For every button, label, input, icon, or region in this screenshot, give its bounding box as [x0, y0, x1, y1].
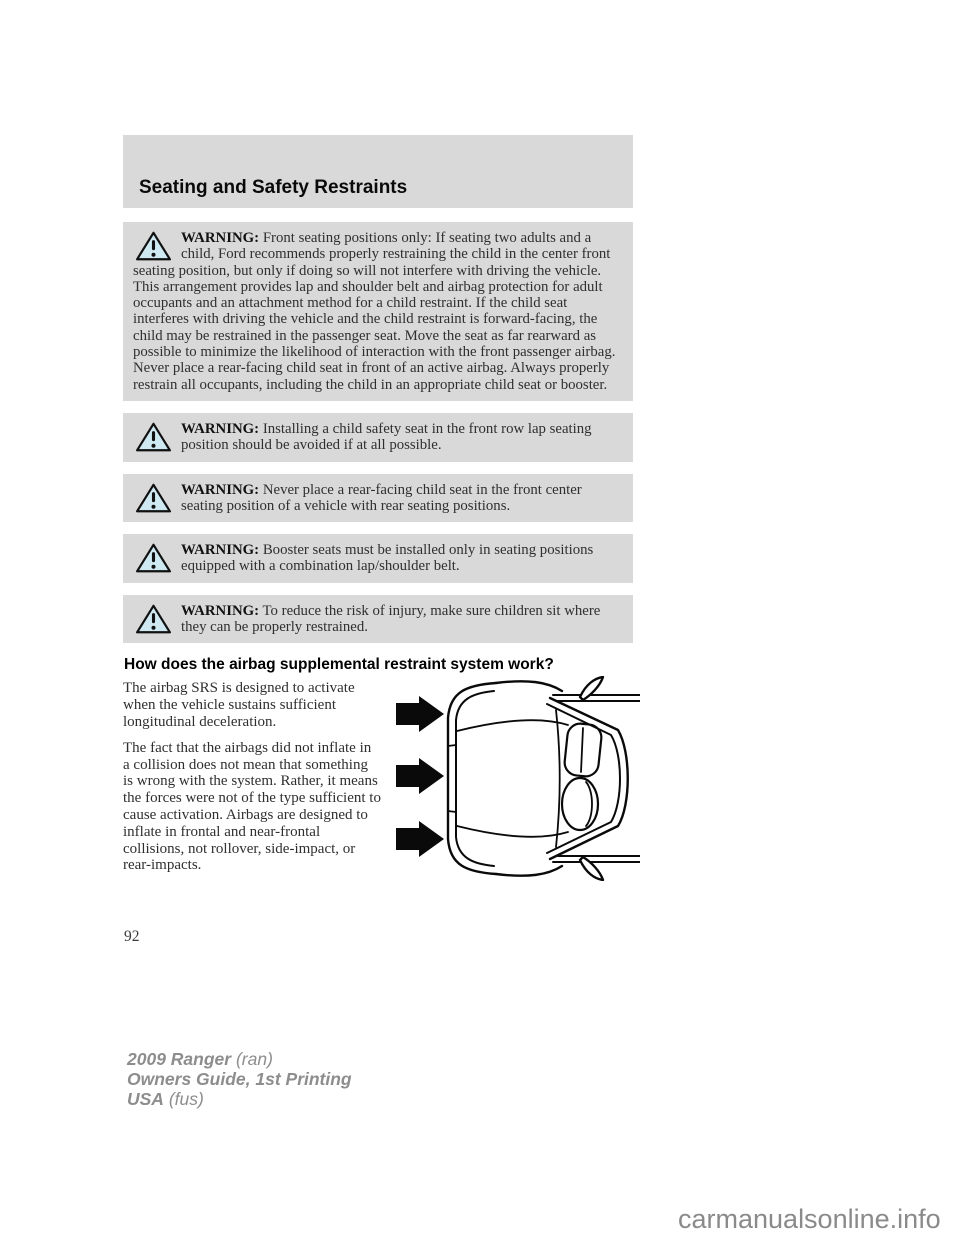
- warning-text: Never place a rear-facing child seat in the front center seating position of a vehicle with rear seating positions.: [181, 481, 582, 514]
- warning-label: WARNING:: [181, 602, 260, 619]
- chapter-header-band: [123, 135, 633, 208]
- warning-text: Installing a child safety seat in the front row lap seating position should be avoided if at all possible.: [181, 420, 592, 454]
- paragraph: The airbag SRS is designed to activate when the vehicle sustains sufficient longitudinal deceleration.: [123, 680, 355, 730]
- warning-box: [123, 534, 633, 583]
- footer-region-code: (fus): [168, 1089, 204, 1109]
- warning-triangle-icon: [135, 231, 172, 262]
- warning-triangle-icon: [135, 483, 172, 514]
- vehicle-frontal-impact-illustration: [390, 676, 640, 881]
- warning-triangle-icon: [135, 604, 172, 635]
- warning-box: [123, 595, 633, 644]
- footer-guide: Owners Guide, 1st Printing: [127, 1069, 352, 1089]
- print-footer: [127, 1049, 352, 1109]
- vehicle-top-view: [448, 677, 640, 880]
- warning-text: Booster seats must be installed only in seating positions equipped with a combination lap/shoulder belt.: [181, 542, 594, 575]
- subsection-heading: How does the airbag supplemental restraint system work?: [124, 656, 554, 674]
- warning-label: WARNING:: [181, 481, 260, 498]
- warning-label: WARNING:: [181, 420, 260, 437]
- page-number: 92: [124, 928, 140, 945]
- warning-triangle-icon: [135, 543, 172, 574]
- impact-arrow-icons: [396, 696, 444, 857]
- warning-label: WARNING:: [181, 542, 260, 559]
- warning-triangle-icon: [135, 422, 172, 453]
- footer-region: USA: [127, 1089, 164, 1109]
- footer-model: 2009 Ranger: [127, 1049, 232, 1069]
- warning-label: WARNING:: [181, 230, 260, 246]
- footer-line-region: [127, 1089, 352, 1109]
- footer-model-code: (ran): [235, 1049, 273, 1069]
- paragraph: The fact that the airbags did not inflate in a collision does not mean that something is wrong with the system. Rather, it means the forces were not of the type sufficient to cause activation. Airbags are designed to inflate in frontal and near-frontal collisions, not rollover, side-impact, or rear-impacts.: [123, 739, 381, 874]
- warning-box: [123, 474, 633, 523]
- page-title: Seating and Safety Restraints: [139, 177, 408, 198]
- footer-line-model: [127, 1049, 352, 1069]
- warning-text: Front seating positions only: If seating two adults and a child, Ford recommends properly restraining the child in the center front seating position, but only if doing so will not interfere with driving the vehicle. This arrangement provides lap and shoulder belt and airbag protection for adult occupants and an attachment method for a child restraint. If the child seat interferes with driving the vehicle and the child restraint is forward-facing, the child may be restrained in the passenger seat. Move the seat as far rearward as possible to minimize the likelihood of interaction with the front passenger airbag. Never place a rear-facing child seat in front of an active airbag. Always properly restrain all occupants, including the child in an appropriate child seat or booster.: [133, 230, 616, 393]
- body-text-column: [123, 680, 381, 874]
- warning-text: To reduce the risk of injury, make sure children sit where they can be properly restrained.: [181, 602, 601, 636]
- warning-box: [123, 222, 633, 401]
- page-content: [123, 135, 633, 890]
- watermark: carmanualsonline.info: [678, 1204, 941, 1234]
- airbag-section: [123, 680, 633, 890]
- warning-box: [123, 413, 633, 462]
